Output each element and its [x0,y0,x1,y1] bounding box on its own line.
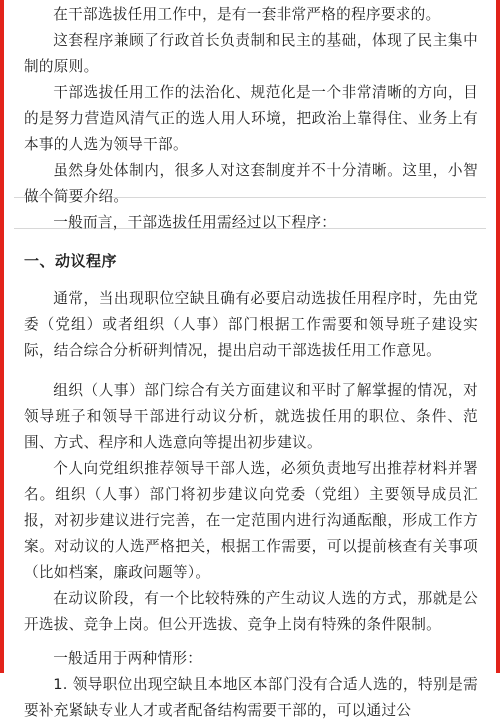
paragraph-9: 在动议阶段，有一个比较特殊的产生动议人选的方式，那就是公开选拔、竞争上岗。但公开选拔、竞争上岗有特殊的条件限制。 [24,590,478,633]
right-red-border [496,0,500,673]
paragraph-1: 在干部选拔任用工作中，是有一套非常严格的程序要求的。 [53,6,441,23]
paragraph-11: 1. 领导职位出现空缺且本地区本部门没有合适人选的，特别是需要补充紧缺专业人才或者配备结构需要干部的，可以通过公 [24,676,478,719]
paragraph-3: 干部选拔任用工作的法治化、规范化是一个非常清晰的方向，目的是努力营造风清气正的选人用人环境，把政治上靠得住、业务上有本事的人选为领导干部。 [24,84,478,153]
left-red-border [0,0,4,673]
paragraph-6: 通常，当出现职位空缺且确有必要启动选拔任用程序时，先由党委（党组）或者组织（人事）部门根据工作需要和领导班子建设实际，结合综合分析研判情况，提出启动干部选拔任用工作意见。 [24,290,478,359]
article-body [24,2,478,724]
paragraph-8: 个人向党组织推荐领导干部人选，必须负责地写出推荐材料并署名。组织（人事）部门将初步建议向党委（党组）主要领导成员汇报，对初步建议进行完善，在一定范围内进行沟通酝酿，形成工作方案。对动议的人选严格把关，根据工作需要，可以提前核查有关事项（比如档案，廉政问题等）。 [24,460,478,581]
paragraph-5: 一般而言，干部选拔任用需经过以下程序： [53,214,337,231]
paragraph-7: 组织（人事）部门综合有关方面建议和平时了解掌握的情况，对领导班子和领导干部进行动议分析，就选拔任用的职位、条件、范围、方式、程序和人选意向等提出初步建议。 [24,382,478,451]
paragraph-10: 一般适用于两种情形： [53,650,203,667]
paragraph-4: 虽然身处体制内，很多人对这套制度并不十分清晰。这里，小智做个简要介绍。 [24,162,478,205]
paragraph-2: 这套程序兼顾了行政首长负责制和民主的基础，体现了民主集中制的原则。 [24,32,478,75]
section-heading-motion-procedure: 一、动议程序 [24,252,118,270]
